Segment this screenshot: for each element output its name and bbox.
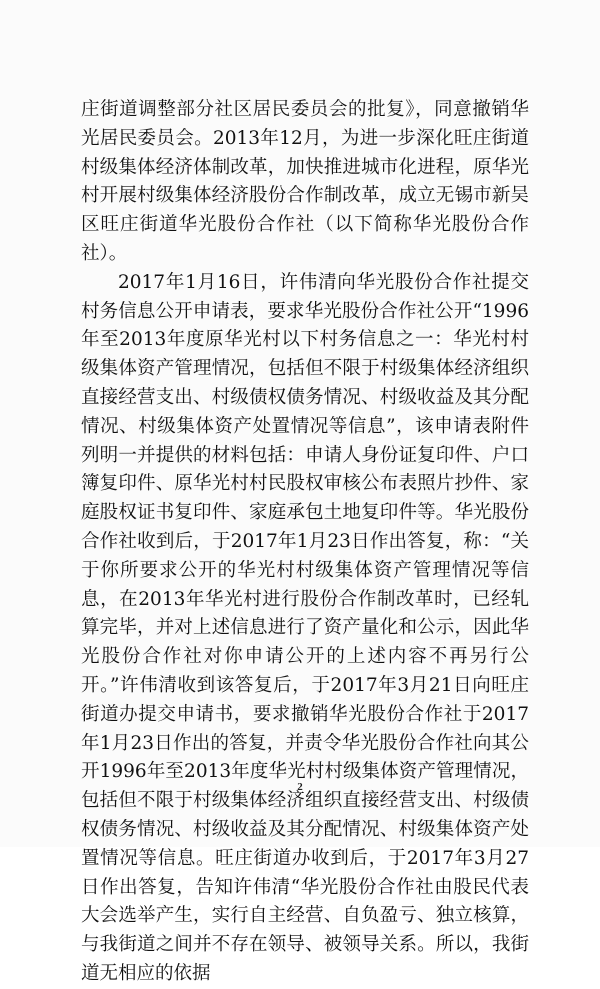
page-number: 2 [297,781,303,793]
paragraph-continuation: 庄街道调整部分社区居民委员会的批复》，同意撤销华光居民委员会。2013年12月，为进一步深化旺庄街道村级集体经济体制改革，加快推进城市化进程，原华光村开展村级集体经济股份合作制改革，成立无锡市新吴区旺庄街道华光股份合作社（以下简称华光股份合作社）。 [81,99,529,264]
document-body [81,96,529,989]
paragraph-main: 2017年1月16日，许伟清向华光股份合作社提交村务信息公开申请表，要求华光股份合作社公开“1996年至2013年度原华光村以下村务信息之一：华光村村级集体资产管理情况，包括但不限于村级集体经济组织直接经营支出、村级债权债务情况、村级收益及其分配情况、村级集体资产处置情况等信息”，该申请表附件列明一并提供的材料包括：申请人身份证复印件、户口簿复印件、原华光村村民股权审核公布表照片抄件、家庭股权证书复印件、家庭承包土地复印件等。华光股份合作社收到后，于2017年1月23日作出答复，称：“关于你所要求公开的华光村村级集体资产管理情况等信息，在2013年华光村进行股份合作制改革时，已经轧算完毕，并对上述信息进行了资产量化和公示，因此华光股份合作社对你申请公开的上述内容不再另行公开。”许伟清收到该答复后，于2017年3月21日向旺庄街道办提交申请书，要求撤销华光股份合作社于2017年1月23日作出的答复，并责令华光股份合作社向其公开1996年至2013年度华光村村级集体资产管理情况，包括但不限于村级集体经济组织直接经营支出、村级债权债务情况、村级收益及其分配情况、村级集体资产处置情况等信息。旺庄街道办收到后，于2017年3月27日作出答复，告知许伟清“华光股份合作社由股民代表大会选举产生，实行自主经营、自负盈亏、独立核算，与我街道之间并不存在领导、被领导关系。所以，我街道无相应的依据 [81,271,529,984]
